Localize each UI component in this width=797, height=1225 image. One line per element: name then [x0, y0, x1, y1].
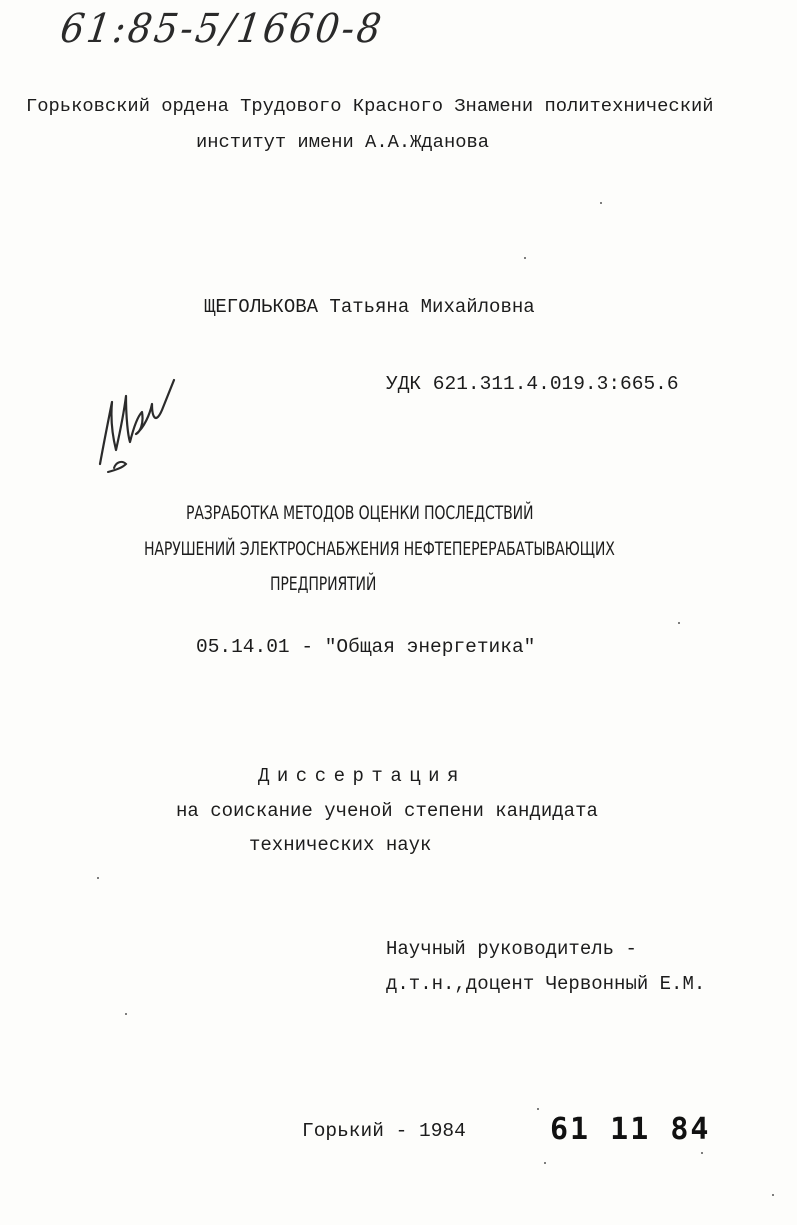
scan-speck	[97, 877, 99, 879]
scan-speck	[701, 1152, 703, 1154]
scan-speck	[772, 1194, 774, 1196]
dissertation-line-1: на соискание ученой степени кандидата	[176, 800, 598, 822]
scan-speck	[600, 202, 602, 204]
scan-speck	[544, 1162, 546, 1164]
udk-code: УДК 621.311.4.019.3:665.6	[386, 373, 679, 395]
institution-line-2: институт имени А.А.Жданова	[196, 131, 490, 153]
institution-line-1: Горьковский ордена Трудового Красного Знамени политехнический	[26, 95, 714, 117]
scan-speck	[125, 1013, 127, 1015]
scan-speck	[524, 257, 526, 259]
title-line-3: ПРЕДПРИЯТИЙ	[270, 573, 377, 595]
signature-mark	[86, 372, 186, 482]
scan-speck	[678, 622, 680, 624]
title-line-1: РАЗРАБОТКА МЕТОДОВ ОЦЕНКИ ПОСЛЕДСТВИЙ	[186, 502, 534, 524]
specialty: 05.14.01 - "Общая энергетика"	[196, 636, 536, 658]
author-name: ЩЕГОЛЬКОВА Татьяна Михайловна	[204, 296, 535, 318]
date-stamp: 61 11 84	[550, 1112, 711, 1147]
archive-code: 61:85-5/1660-8	[57, 6, 387, 52]
scan-speck	[537, 1108, 539, 1110]
dissertation-line-2: технических наук	[249, 834, 432, 856]
city-year: Горький - 1984	[302, 1120, 466, 1142]
supervisor-label: Научный руководитель -	[386, 938, 637, 960]
title-line-2: НАРУШЕНИЙ ЭЛЕКТРОСНАБЖЕНИЯ НЕФТЕПЕРЕРАБАТЫВАЮЩИХ	[144, 538, 615, 560]
dissertation-heading: Диссертация	[258, 765, 466, 787]
supervisor-name: д.т.н.,доцент Червонный Е.М.	[386, 973, 706, 995]
